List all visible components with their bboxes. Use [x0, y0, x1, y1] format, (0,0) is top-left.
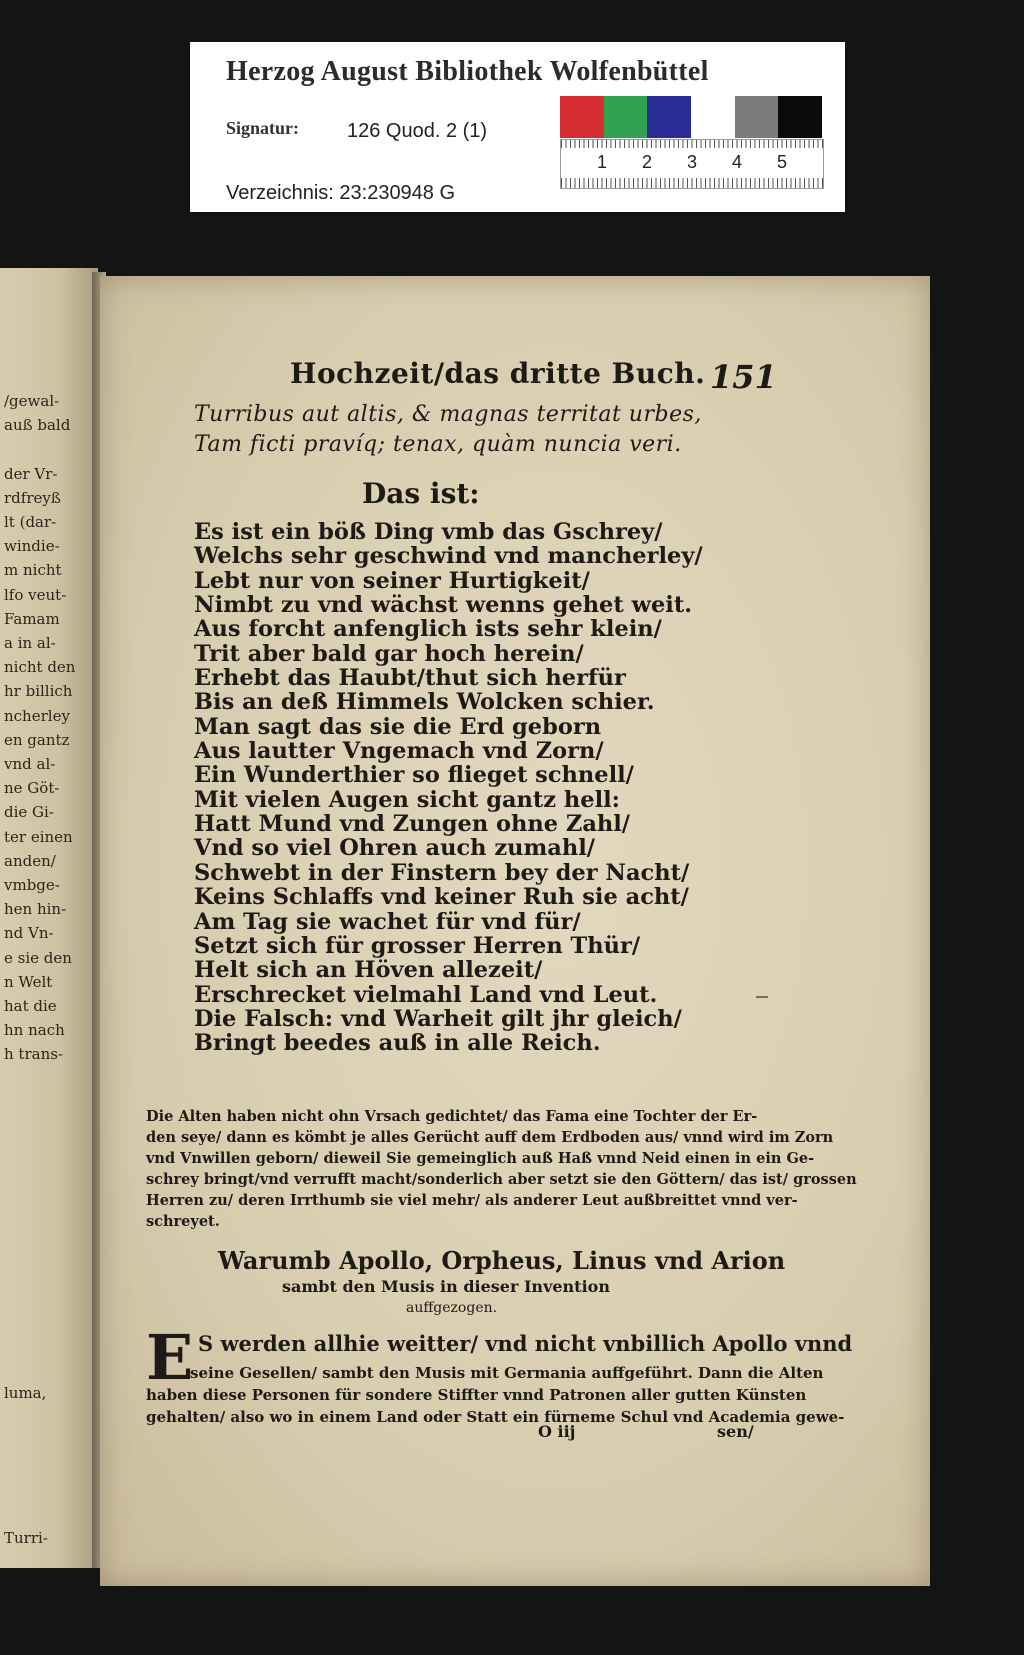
section-subtitle-2: auffgezogen. [406, 1300, 498, 1316]
color-swatch [604, 96, 648, 138]
commentary-line: schrey bringt/vnd verrufft macht/sonderlich aber setzt sie den Göttern/ das ist/ grossen [146, 1171, 857, 1188]
left-page-fragment: m nicht [4, 561, 62, 580]
verse-line: Man sagt das sie die Erd geborn [194, 713, 602, 740]
commentary-line: schreyet. [146, 1213, 220, 1230]
verse-line: Aus lautter Vngemach vnd Zorn/ [194, 738, 604, 765]
left-page-fragment: hat die [4, 997, 57, 1015]
latin-line: Turribus aut altis, & magnas territat urbes, [194, 402, 702, 427]
color-swatch [560, 96, 604, 138]
verse-block [194, 520, 703, 1056]
left-page-fragment: lt (dar- [4, 513, 57, 531]
verse-line: Aus forcht anfenglich ists sehr klein/ [194, 616, 662, 643]
library-name: Herzog August Bibliothek Wolfenbüttel [226, 56, 709, 87]
left-page-fragment: rdfreyß [4, 488, 61, 507]
verse-line: Die Falsch: vnd Warheit gilt jhr gleich/ [194, 1005, 682, 1032]
verse-line: Welchs sehr geschwind vnd mancherley/ [194, 543, 703, 570]
verse-line: Ein Wunderthier so flieget schnell/ [194, 762, 634, 789]
left-page [0, 268, 98, 1568]
ruler-number: 1 [597, 152, 608, 172]
verse-line: Bringt beedes auß in alle Reich. [194, 1030, 601, 1057]
verse-line: Helt sich an Höven allezeit/ [194, 957, 543, 984]
left-page-fragment: h trans- [4, 1045, 63, 1064]
verse-line: Nimbt zu vnd wächst wenns gehet weit. [194, 592, 693, 619]
library-label [190, 42, 845, 212]
ruler-number: 4 [732, 152, 743, 172]
verse-line: Schwebt in der Finstern bey der Nacht/ [194, 859, 690, 886]
running-header: Hochzeit/das dritte Buch. [290, 357, 706, 390]
verse-line: Hatt Mund vnd Zungen ohne Zahl/ [194, 811, 631, 838]
signatur-value: 126 Quod. 2 (1) [347, 120, 488, 142]
left-page-fragment: hn nach [4, 1021, 65, 1040]
latin-line: Tam ficti pravíq; tenax, quàm nuncia veri. [194, 432, 682, 457]
left-page-fragment: e sie den [4, 948, 72, 967]
left-page-fragment: luma, [4, 1384, 47, 1403]
folio-number: 151 [710, 358, 777, 396]
left-page-fragment: ne Göt- [4, 779, 60, 798]
margin-mark [756, 996, 768, 998]
ruler-number: 2 [642, 152, 653, 172]
ruler-number: 3 [687, 152, 698, 172]
left-page-fragment: auß bald [4, 416, 71, 435]
verse-line: Am Tag sie wachet für vnd für/ [194, 908, 581, 935]
paragraph-line: haben diese Personen für sondere Stiffter vnnd Patronen aller gutten Künsten [146, 1386, 807, 1404]
left-page-fragment: ter einen [4, 827, 73, 846]
commentary-line: den seye/ dann es kömbt je alles Gerücht auff dem Erdboden aus/ vnnd wird im Zorn [146, 1129, 834, 1146]
left-page-fragment: vmbge- [4, 876, 60, 894]
left-page-fragment: ncherley [4, 706, 70, 725]
left-page-fragment: hen hin- [4, 900, 67, 919]
left-page-fragment: nd Vn- [4, 924, 54, 943]
left-page-fragment: anden/ [4, 851, 56, 870]
left-page-fragment: lfo veut- [4, 585, 67, 604]
paragraph-first-line: S werden allhie weitter/ vnd nicht vnbillich Apollo vnnd [198, 1331, 853, 1356]
verse-line: Erhebt das Haubt/thut sich herfür [194, 665, 626, 692]
ruler-number: 5 [777, 152, 788, 172]
measurement-ruler [560, 139, 824, 189]
verzeichnis-text: Verzeichnis: 23:230948 G [226, 182, 456, 204]
drop-cap: E [146, 1321, 194, 1394]
verse-line: Bis an deß Himmels Wolcken schier. [194, 689, 655, 716]
color-swatch [691, 96, 735, 138]
commentary-paragraph [146, 1106, 857, 1232]
left-page-fragment: der Vr- [4, 464, 58, 483]
paragraph-line: gehalten/ also wo in einem Land oder Statt ein fürneme Schul vnd Academia gewe- [146, 1408, 845, 1426]
left-page-fragment: nicht den [4, 658, 76, 677]
color-swatch [647, 96, 691, 138]
verse-line: Setzt sich für grosser Herren Thür/ [194, 932, 641, 959]
paragraph-body [146, 1362, 845, 1428]
verse-line: Trit aber bald gar hoch herein/ [194, 640, 584, 667]
left-page-fragment: die Gi- [4, 803, 54, 822]
catchword: sen/ [717, 1422, 754, 1441]
signatur-label: Signatur: [226, 118, 300, 138]
verse-line: Keins Schlaffs vnd keiner Ruh sie acht/ [194, 884, 689, 911]
color-swatch [778, 96, 822, 138]
left-page-fragment: /gewal- [4, 392, 60, 410]
paragraph-line: seine Gesellen/ sambt den Musis mit Germania auffgeführt. Dann die Alten [190, 1364, 824, 1382]
signature-mark: O iij [538, 1422, 576, 1441]
commentary-line: vnd Vnwillen geborn/ dieweil Sie gemeinglich auß Haß vnnd Neid einen in ein Ge- [146, 1150, 815, 1167]
left-page-fragment: n Welt [4, 972, 53, 991]
left-page-fragment: Famam [4, 609, 60, 628]
commentary-line: Die Alten haben nicht ohn Vrsach gedichtet/ das Fama eine Tochter der Er- [146, 1108, 758, 1125]
verse-line: Es ist ein böß Ding vmb das Gschrey/ [194, 519, 663, 545]
das-ist-heading: Das ist: [362, 477, 480, 510]
verse-line: Lebt nur von seiner Hurtigkeit/ [194, 567, 590, 594]
left-page-fragment: Turri- [4, 1529, 48, 1548]
left-page-fragment: en gantz [4, 730, 70, 749]
left-page-fragment: vnd al- [4, 755, 56, 773]
color-swatch [735, 96, 779, 138]
left-page-fragment: hr billich [4, 682, 73, 701]
verse-line: Mit vielen Augen sicht gantz hell: [194, 786, 620, 813]
left-page-fragment: windie- [4, 537, 60, 556]
color-calibration-swatches [560, 96, 822, 138]
verse-line: Erschrecket vielmahl Land vnd Leut. [194, 981, 658, 1008]
section-title: Warumb Apollo, Orpheus, Linus vnd Arion [218, 1246, 786, 1275]
section-subtitle: sambt den Musis in dieser Invention [282, 1277, 610, 1296]
verse-line: Vnd so viel Ohren auch zumahl/ [194, 835, 596, 862]
left-page-fragment: a in al- [4, 634, 56, 652]
commentary-line: Herren zu/ deren Irrthumb sie viel mehr/ als anderer Leut außbreittet vnnd ver- [146, 1192, 798, 1209]
